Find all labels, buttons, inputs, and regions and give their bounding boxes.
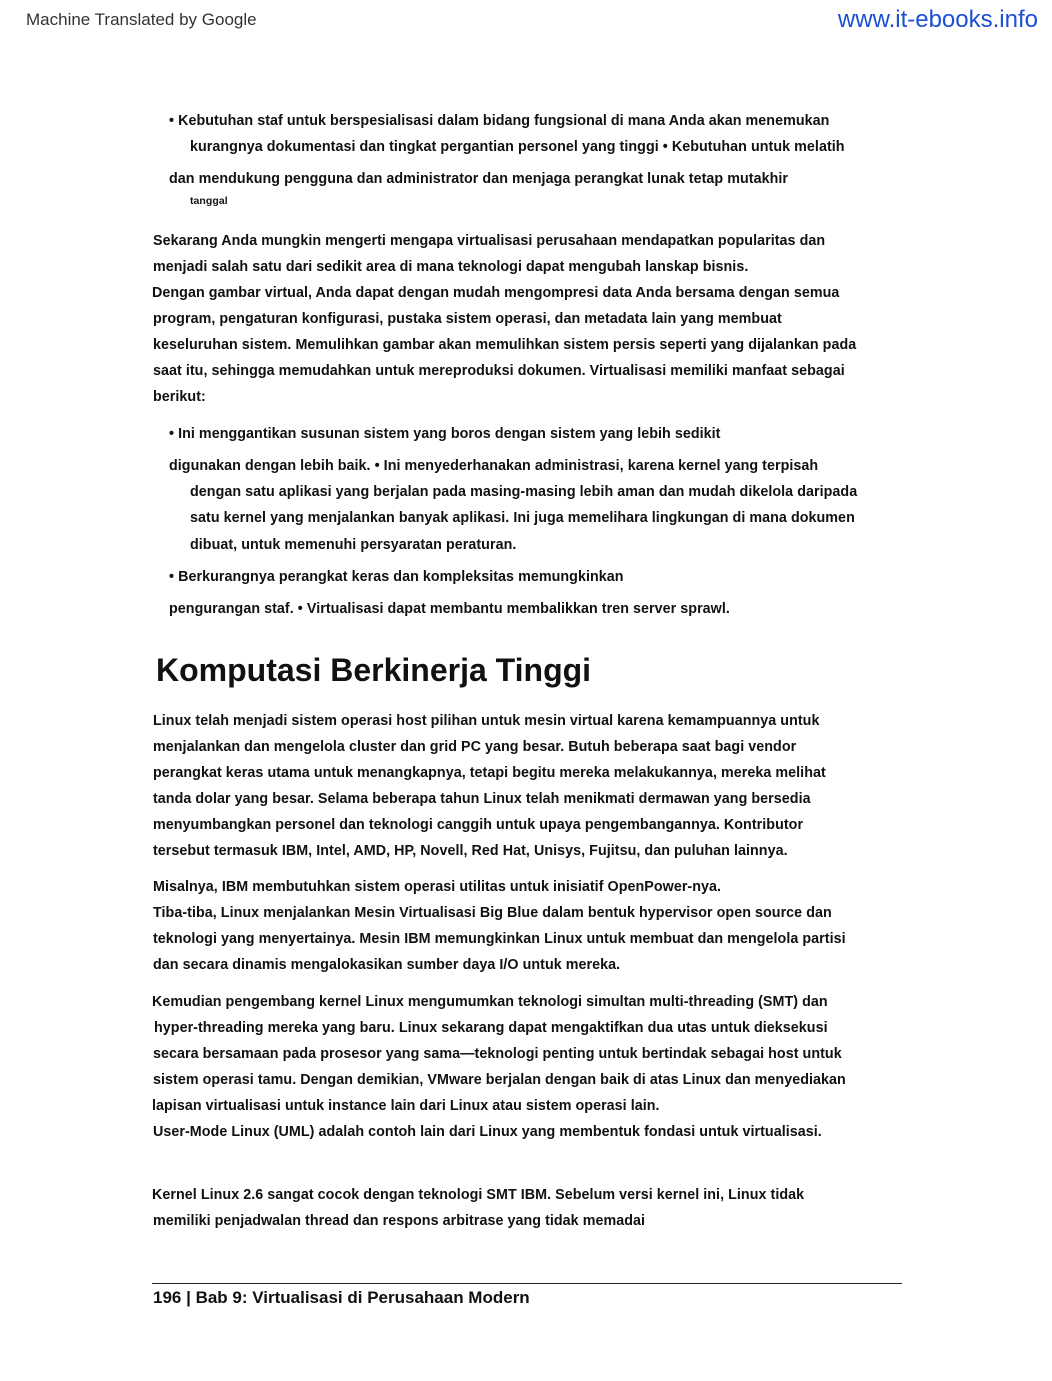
text-line: • Ini menggantikan susunan sistem yang boros dengan sistem yang lebih sedikit — [169, 426, 721, 442]
text-line: dan secara dinamis mengalokasikan sumber daya I/O untuk mereka. — [153, 957, 621, 973]
text-line: • Kebutuhan staf untuk berspesialisasi dalam bidang fungsional di mana Anda akan menemukan — [169, 113, 830, 129]
text-line: dan mendukung pengguna dan administrator dan menjaga perangkat lunak tetap mutakhir — [169, 171, 789, 187]
text-line: satu kernel yang menjalankan banyak aplikasi. Ini juga memelihara lingkungan di mana dokumen — [190, 510, 855, 526]
text-line: menjadi salah satu dari sedikit area di mana teknologi dapat mengubah lanskap bisnis. — [153, 259, 749, 275]
text-line: tersebut termasuk IBM, Intel, AMD, HP, Novell, Red Hat, Unisys, Fujitsu, dan puluhan lainnya. — [153, 843, 788, 859]
text-line: dengan satu aplikasi yang berjalan pada masing-masing lebih aman dan mudah dikelola daripada — [190, 484, 858, 500]
text-line: keseluruhan sistem. Memulihkan gambar akan memulihkan sistem persis seperti yang dijalankan pada — [153, 337, 857, 353]
text-line: memiliki penjadwalan thread dan respons arbitrase yang tidak memadai — [153, 1213, 646, 1229]
text-line: saat itu, sehingga memudahkan untuk mereproduksi dokumen. Virtualisasi memiliki manfaat sebagai — [153, 363, 845, 379]
text-line: berikut: — [153, 389, 206, 405]
text-line: tanggal — [190, 195, 228, 207]
text-line: Misalnya, IBM membutuhkan sistem operasi utilitas untuk inisiatif OpenPower-nya. — [153, 879, 722, 895]
text-line: dibuat, untuk memenuhi persyaratan peraturan. — [190, 537, 517, 553]
text-line: lapisan virtualisasi untuk instance lain dari Linux atau sistem operasi lain. — [152, 1098, 660, 1114]
text-line: perangkat keras utama untuk menangkapnya, tetapi begitu mereka melakukannya, mereka melihat — [153, 765, 826, 781]
text-line: digunakan dengan lebih baik. • Ini menyederhanakan administrasi, karena kernel yang terpisah — [169, 458, 819, 474]
text-line: teknologi yang menyertainya. Mesin IBM memungkinkan Linux untuk membuat dan mengelola partisi — [153, 931, 846, 947]
text-line: sistem operasi tamu. Dengan demikian, VMware berjalan dengan baik di atas Linux dan menyediakan — [153, 1072, 846, 1088]
text-line: tanda dolar yang besar. Selama beberapa tahun Linux telah menikmati dermawan yang bersedia — [153, 791, 811, 807]
text-line: menjalankan dan mengelola cluster dan grid PC yang besar. Butuh beberapa saat bagi vendor — [153, 739, 797, 755]
text-line: • Berkurangnya perangkat keras dan kompleksitas memungkinkan — [169, 569, 624, 585]
text-line: Linux telah menjadi sistem operasi host pilihan untuk mesin virtual karena kemampuannya untuk — [153, 713, 820, 729]
header-link[interactable]: www.it-ebooks.info — [837, 6, 1038, 33]
text-line: secara bersamaan pada prosesor yang sama—teknologi penting untuk bertindak sebagai host untuk — [153, 1046, 842, 1062]
text-line: program, pengaturan konfigurasi, pustaka sistem operasi, dan metadata lain yang membuat — [153, 311, 782, 327]
text-line: Kemudian pengembang kernel Linux mengumumkan teknologi simultan multi-threading (SMT) dan — [152, 994, 828, 1010]
footer-rule — [152, 1283, 902, 1284]
text-line: kurangnya dokumentasi dan tingkat pergantian personel yang tinggi • Kebutuhan untuk melatih — [190, 139, 845, 155]
text-line: Dengan gambar virtual, Anda dapat dengan mudah mengompresi data Anda bersama dengan semua — [152, 285, 840, 301]
section-heading: Komputasi Berkinerja Tinggi — [156, 652, 592, 688]
text-line: pengurangan staf. • Virtualisasi dapat membantu membalikkan tren server sprawl. — [169, 601, 730, 617]
text-line: Tiba-tiba, Linux menjalankan Mesin Virtualisasi Big Blue dalam bentuk hypervisor open source dan — [153, 905, 832, 921]
text-line: menyumbangkan personel dan teknologi canggih untuk upaya pengembangannya. Kontributor — [153, 817, 804, 833]
header-left-text: Machine Translated by Google — [26, 10, 257, 29]
text-line: Kernel Linux 2.6 sangat cocok dengan teknologi SMT IBM. Sebelum versi kernel ini, Linux tidak — [152, 1187, 805, 1203]
text-line: Sekarang Anda mungkin mengerti mengapa virtualisasi perusahaan mendapatkan popularitas dan — [153, 233, 826, 249]
text-line: hyper-threading mereka yang baru. Linux sekarang dapat mengaktifkan dua utas untuk dieksekusi — [154, 1020, 828, 1036]
text-line: User-Mode Linux (UML) adalah contoh lain dari Linux yang membentuk fondasi untuk virtualisasi. — [153, 1124, 822, 1140]
page-footer: 196 | Bab 9: Virtualisasi di Perusahaan Modern — [153, 1288, 530, 1307]
